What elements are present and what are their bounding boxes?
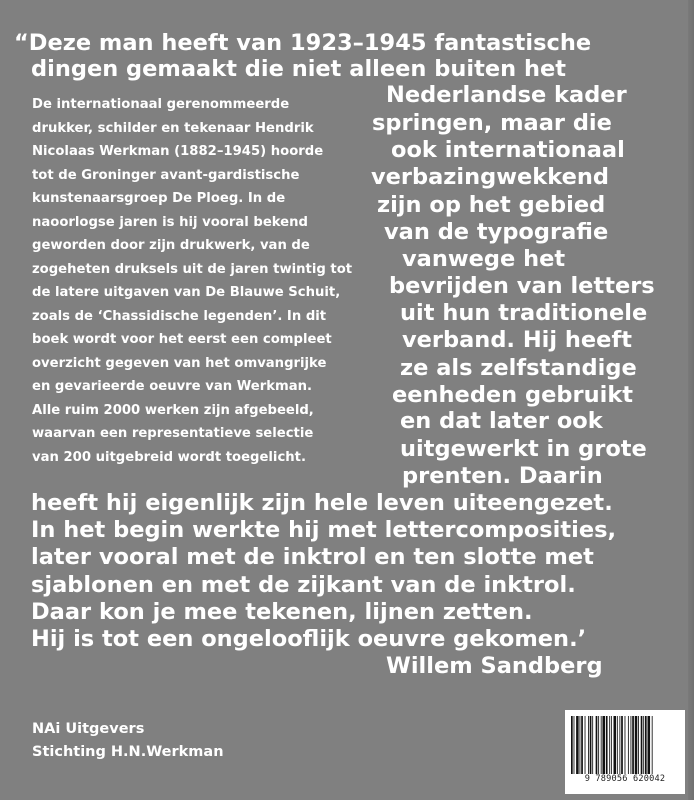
quote-line: Daar kon je mee tekenen, lijnen zetten. bbox=[31, 599, 533, 625]
quote-line: heeft hij eigenlijk zijn hele leven uiteengezet. bbox=[31, 490, 613, 516]
quote-line: ze als zelfstandige bbox=[400, 355, 637, 381]
barcode-bar bbox=[643, 716, 644, 774]
barcode-bar bbox=[588, 716, 589, 774]
quote-line: van de typografie bbox=[384, 219, 609, 245]
barcode-bar bbox=[580, 716, 581, 774]
quote-line: vanwege het bbox=[402, 246, 566, 272]
quote-line: dingen gemaakt die niet alleen buiten het bbox=[31, 56, 566, 82]
barcode-bar bbox=[611, 716, 612, 774]
quote-line: sjablonen en met de zijkant van de inktrol. bbox=[31, 572, 576, 598]
description-line: Nicolaas Werkman (1882–1945) hoorde bbox=[32, 144, 324, 159]
barcode-bar bbox=[609, 716, 610, 774]
barcode-bar bbox=[574, 716, 575, 774]
description-line: tot de Groninger avant-gardistische bbox=[32, 168, 300, 183]
quote-line: verband. Hij heeft bbox=[402, 327, 632, 353]
barcode-bars bbox=[571, 716, 679, 774]
barcode-bar bbox=[617, 716, 618, 774]
publisher-name: Stichting H.N.Werkman bbox=[32, 744, 224, 760]
barcode-bar bbox=[619, 716, 620, 774]
barcode-bar bbox=[576, 716, 579, 774]
barcode-bar bbox=[590, 716, 592, 774]
quote-line: prenten. Daarin bbox=[402, 463, 603, 489]
description-line: en gevarieerde oeuvre van Werkman. bbox=[32, 379, 313, 394]
barcode-bar bbox=[635, 716, 638, 774]
quote-line: Hij is tot een ongelooflijk oeuvre gekomen.’ bbox=[31, 626, 587, 652]
quote-line: uit hun traditionele bbox=[400, 300, 648, 326]
barcode-bar bbox=[645, 716, 647, 774]
description-line: zoals de ‘Chassidische legenden’. In dit bbox=[32, 309, 327, 324]
description-line: naoorlogse jaren is hij vooral bekend bbox=[32, 215, 308, 230]
description-line: zogeheten druksels uit de jaren twintig tot bbox=[32, 262, 353, 277]
description-line: De internationaal gerenommeerde bbox=[32, 97, 290, 112]
description-line: geworden door zijn drukwerk, van de bbox=[32, 238, 310, 253]
barcode-bar bbox=[641, 716, 643, 774]
barcode-bar bbox=[638, 716, 639, 774]
quote-line: later vooral met de inktrol en ten slotte met bbox=[31, 544, 594, 570]
quote-line: springen, maar die bbox=[372, 110, 612, 136]
barcode-bar bbox=[621, 716, 623, 774]
description-line: boek wordt voor het eerst een compleet bbox=[32, 332, 332, 347]
description-line: waarvan een representatieve selectie bbox=[32, 426, 314, 441]
barcode-bar bbox=[601, 716, 602, 774]
description-line: Alle ruim 2000 werken zijn afgebeeld, bbox=[32, 403, 314, 418]
quote-line: “Deze man heeft van 1923–1945 fantastische bbox=[14, 30, 592, 56]
barcode-bar bbox=[592, 716, 593, 774]
description-line: overzicht gegeven van het omvangrijke bbox=[32, 356, 327, 371]
quote-line: Nederlandse kader bbox=[386, 82, 627, 108]
cover-edge bbox=[688, 0, 694, 800]
description-line: van 200 uitgebreid wordt toegelicht. bbox=[32, 450, 306, 465]
quote-line: bevrijden van letters bbox=[389, 273, 655, 299]
quote-line: eenheden gebruikt bbox=[392, 382, 634, 408]
quote-line: uitgewerkt in grote bbox=[400, 436, 647, 462]
description-line: kunstenaarsgroep De Ploeg. In de bbox=[32, 191, 286, 206]
quote-line: zijn op het gebied bbox=[377, 192, 606, 218]
quote-line: en dat later ook bbox=[400, 408, 603, 434]
barcode-bar bbox=[648, 716, 651, 774]
barcode-bar bbox=[614, 716, 617, 774]
barcode-bar bbox=[602, 716, 605, 774]
barcode-bar bbox=[625, 716, 626, 774]
barcode-bar bbox=[581, 716, 583, 774]
barcode-digits: 9 789056 620042 bbox=[584, 774, 666, 784]
description-line: de latere uitgaven van De Blauwe Schuit, bbox=[32, 285, 341, 300]
isbn-barcode bbox=[565, 710, 685, 794]
barcode-bar bbox=[596, 716, 598, 774]
quote-line: verbazingwekkend bbox=[371, 164, 609, 190]
barcode-bar bbox=[598, 716, 599, 774]
barcode-bar bbox=[585, 716, 586, 774]
quote-attribution: Willem Sandberg bbox=[386, 653, 603, 679]
quote-line: In het begin werkte hij met lettercomposities, bbox=[31, 517, 617, 543]
barcode-bar bbox=[631, 716, 632, 774]
barcode-bar bbox=[606, 716, 608, 774]
barcode-bar bbox=[632, 716, 634, 774]
barcode-bar bbox=[652, 716, 653, 774]
barcode-bar bbox=[571, 716, 573, 774]
quote-line: ook internationaal bbox=[391, 137, 625, 163]
barcode-bar bbox=[628, 716, 629, 774]
description-line: drukker, schilder en tekenaar Hendrik bbox=[32, 121, 314, 136]
publisher-name: NAi Uitgevers bbox=[32, 721, 145, 737]
